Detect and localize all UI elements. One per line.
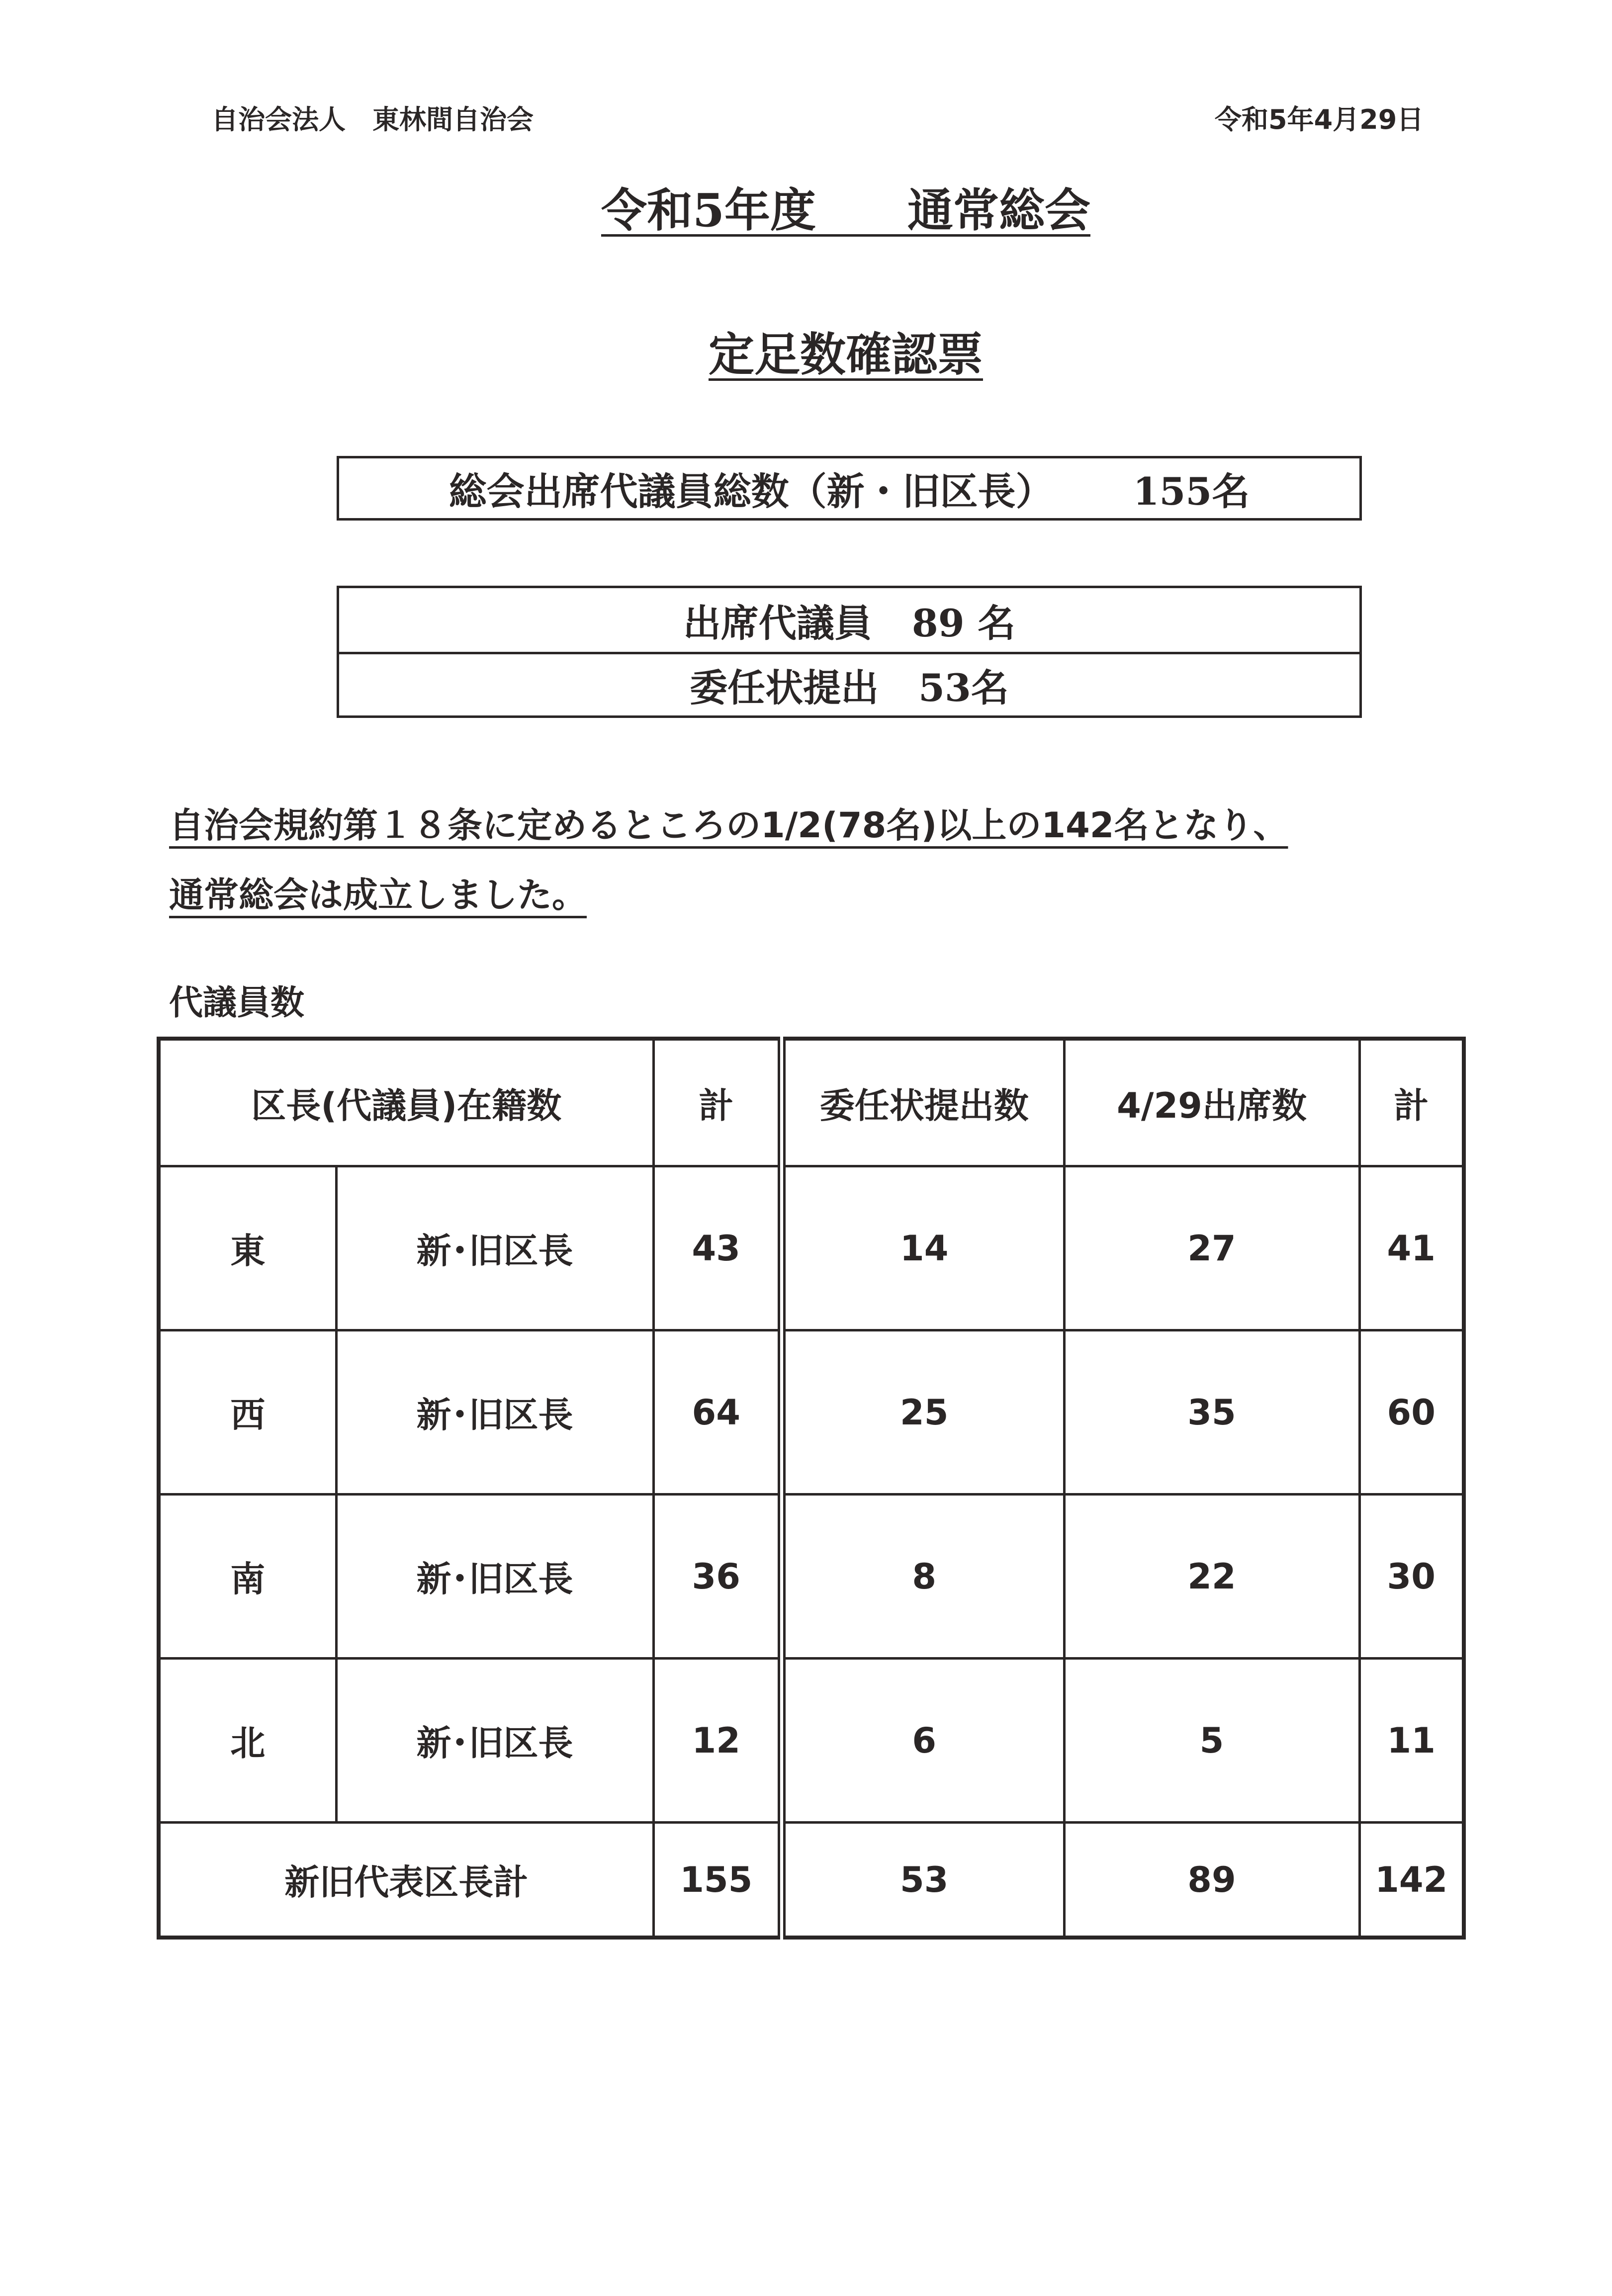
header-total-1: 計	[653, 1039, 782, 1166]
total-proxy: 53	[782, 1823, 1064, 1938]
total-delegates-box	[337, 456, 1362, 521]
type-cell: 新･旧区長	[336, 1330, 653, 1495]
proxy-submitted-row	[339, 652, 1359, 715]
total-attend: 89	[1064, 1823, 1359, 1938]
district-cell: 東	[159, 1166, 336, 1330]
document-title	[0, 174, 1612, 240]
attending-delegates-label: 出席代議員	[683, 601, 872, 645]
district-cell: 西	[159, 1330, 336, 1495]
type-cell: 新･旧区長	[336, 1166, 653, 1330]
attend-cell: 22	[1064, 1495, 1359, 1659]
table-row	[159, 1330, 1464, 1495]
attend-cell: 5	[1064, 1659, 1359, 1823]
district-cell: 北	[159, 1659, 336, 1823]
table-caption: 代議員数	[169, 983, 305, 1023]
proxy-cell: 8	[782, 1495, 1064, 1659]
total-enrolled: 155	[653, 1823, 782, 1938]
table-row	[159, 1495, 1464, 1659]
proxy-submitted-label: 委任状提出	[690, 666, 879, 710]
district-cell: 南	[159, 1495, 336, 1659]
proxy-cell: 25	[782, 1330, 1064, 1495]
type-cell: 新･旧区長	[336, 1659, 653, 1823]
document-date: 令和5年4月29日	[1215, 104, 1424, 135]
document-title-text: 令和5年度 通常総会	[601, 183, 1090, 237]
table-header-row	[159, 1039, 1464, 1166]
table-row	[159, 1166, 1464, 1330]
total-label: 新旧代表区長計	[159, 1823, 653, 1938]
total-delegates-label: 総会出席代議員総数（新・旧区長）	[448, 469, 1054, 514]
enrolled-cell: 36	[653, 1495, 782, 1659]
total-cell: 11	[1359, 1659, 1464, 1823]
document-subtitle	[0, 318, 1612, 384]
total-cell: 60	[1359, 1330, 1464, 1495]
type-cell: 新･旧区長	[336, 1495, 653, 1659]
total-cell: 30	[1359, 1495, 1464, 1659]
quorum-notice	[169, 791, 1288, 930]
delegate-count-table	[157, 1037, 1466, 1940]
attendance-box	[337, 586, 1362, 718]
proxy-submitted-value: 53名	[918, 666, 1009, 710]
enrolled-cell: 12	[653, 1659, 782, 1823]
proxy-cell: 14	[782, 1166, 1064, 1330]
attending-delegates-row	[339, 588, 1359, 652]
enrolled-cell: 64	[653, 1330, 782, 1495]
proxy-cell: 6	[782, 1659, 1064, 1823]
quorum-notice-line-1: 自治会規約第１８条に定めるところの1/2(78名)以上の142名となり、	[169, 805, 1288, 846]
header-attend: 4/29出席数	[1064, 1039, 1359, 1166]
attend-cell: 27	[1064, 1166, 1359, 1330]
table-row	[159, 1659, 1464, 1823]
attending-delegates-value: 89 名	[911, 601, 1016, 645]
enrolled-cell: 43	[653, 1166, 782, 1330]
attend-cell: 35	[1064, 1330, 1359, 1495]
table-total-row	[159, 1823, 1464, 1938]
quorum-notice-line-2: 通常総会は成立しました。	[169, 875, 587, 915]
header-total-2: 計	[1359, 1039, 1464, 1166]
total-cell: 41	[1359, 1166, 1464, 1330]
document-subtitle-text: 定足数確認票	[708, 328, 983, 381]
header-proxy: 委任状提出数	[782, 1039, 1064, 1166]
total-sum: 142	[1359, 1823, 1464, 1938]
organization-name: 自治会法人 東林間自治会	[211, 104, 534, 135]
total-delegates-value: 155名	[1133, 469, 1250, 514]
header-enrolled: 区長(代議員)在籍数	[159, 1039, 653, 1166]
